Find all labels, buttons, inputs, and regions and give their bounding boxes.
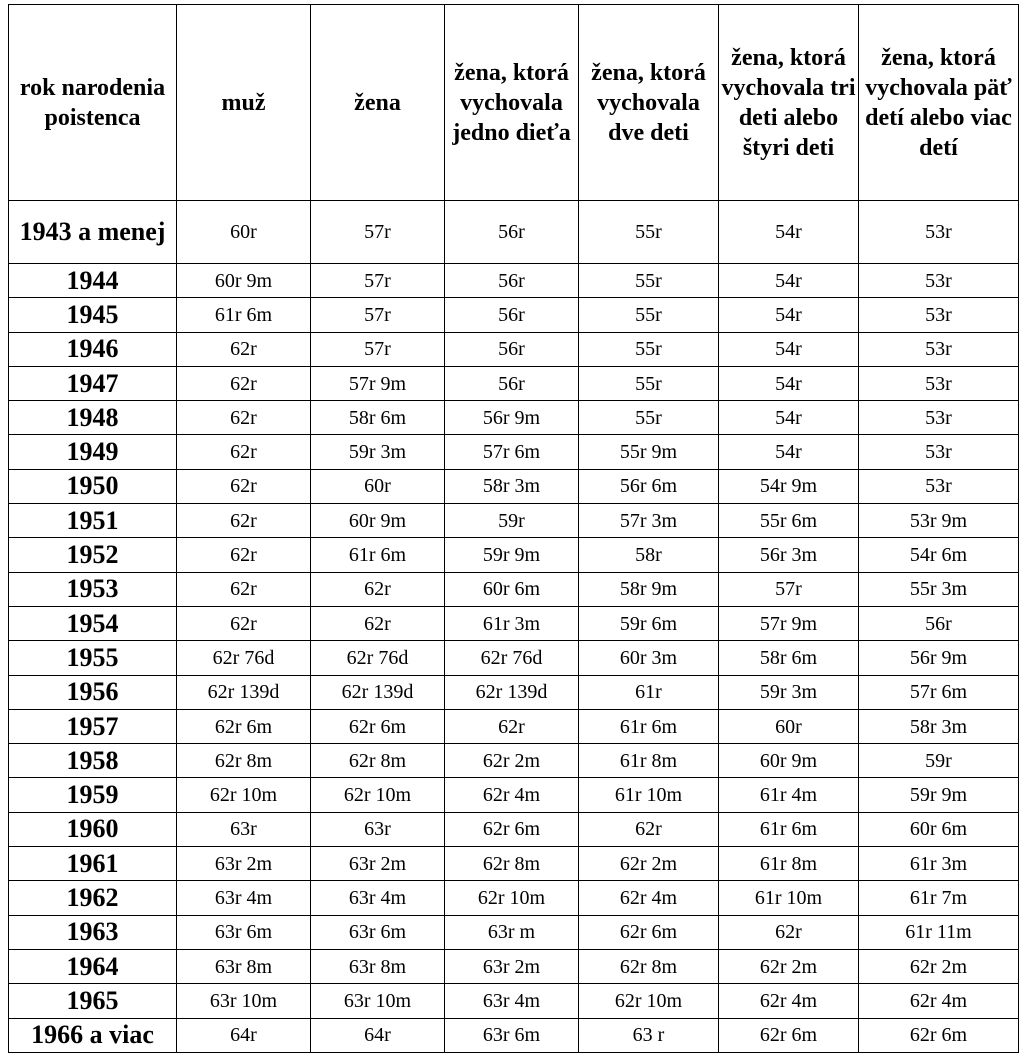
birth-year-cell: 1954 [9,606,177,640]
age-cell: 56r [859,606,1019,640]
birth-year-cell: 1947 [9,366,177,400]
age-cell: 62r 6m [719,1018,859,1052]
birth-year-cell: 1964 [9,949,177,983]
age-cell: 63r 8m [311,949,445,983]
age-cell: 61r 3m [445,606,579,640]
age-cell: 61r 3m [859,847,1019,881]
birth-year-cell: 1950 [9,469,177,503]
age-cell: 53r [859,298,1019,332]
age-cell: 57r 6m [859,675,1019,709]
header-woman-three-four-children: žena, ktorá vychovala tri deti alebo štyri deti [719,5,859,201]
table-row [9,606,1019,640]
age-cell: 58r 3m [445,469,579,503]
age-cell: 62r 6m [177,709,311,743]
birth-year-cell: 1945 [9,298,177,332]
header-woman-two-children: žena, ktorá vychovala dve deti [579,5,719,201]
age-cell: 58r 6m [719,641,859,675]
birth-year-cell: 1951 [9,504,177,538]
age-cell: 63r 8m [177,949,311,983]
age-cell: 53r [859,201,1019,264]
age-cell: 62r 139d [445,675,579,709]
age-cell: 56r [445,332,579,366]
age-cell: 54r [719,201,859,264]
age-cell: 54r [719,366,859,400]
table-row [9,298,1019,332]
age-cell: 62r 4m [445,778,579,812]
age-cell: 55r [579,298,719,332]
age-cell: 57r [311,264,445,298]
age-cell: 63r 2m [177,847,311,881]
age-cell: 63r 6m [311,915,445,949]
age-cell: 60r 3m [579,641,719,675]
age-cell: 53r [859,401,1019,435]
table-row [9,332,1019,366]
age-cell: 54r [719,298,859,332]
age-cell: 62r [177,572,311,606]
age-cell: 62r 2m [719,949,859,983]
age-cell: 59r 3m [719,675,859,709]
age-cell: 54r 9m [719,469,859,503]
age-cell: 60r [311,469,445,503]
age-cell: 62r [177,366,311,400]
age-cell: 60r [719,709,859,743]
age-cell: 63r 2m [311,847,445,881]
age-cell: 53r [859,332,1019,366]
age-cell: 53r [859,469,1019,503]
age-cell: 62r 2m [445,744,579,778]
age-cell: 61r 7m [859,881,1019,915]
age-cell: 55r 3m [859,572,1019,606]
age-cell: 63r m [445,915,579,949]
age-cell: 57r [311,201,445,264]
age-cell: 61r 8m [579,744,719,778]
age-cell: 62r [311,572,445,606]
age-cell: 62r 4m [859,984,1019,1018]
age-cell: 56r 6m [579,469,719,503]
age-cell: 57r [311,298,445,332]
age-cell: 61r 6m [311,538,445,572]
age-cell: 63r 10m [177,984,311,1018]
age-cell: 63r 4m [177,881,311,915]
age-cell: 62r 139d [177,675,311,709]
age-cell: 54r [719,264,859,298]
birth-year-cell: 1956 [9,675,177,709]
age-cell: 63r 6m [445,1018,579,1052]
age-cell: 59r [445,504,579,538]
table-row [9,847,1019,881]
age-cell: 63r [177,812,311,846]
age-cell: 61r 10m [579,778,719,812]
age-cell: 58r 3m [859,709,1019,743]
age-cell: 64r [177,1018,311,1052]
table-row [9,675,1019,709]
age-cell: 56r [445,366,579,400]
age-cell: 53r [859,366,1019,400]
table-row [9,1018,1019,1052]
age-cell: 59r [859,744,1019,778]
table-row [9,812,1019,846]
age-cell: 54r [719,401,859,435]
age-cell: 63 r [579,1018,719,1052]
age-cell: 61r 6m [579,709,719,743]
age-cell: 62r 4m [579,881,719,915]
age-cell: 62r 139d [311,675,445,709]
table-row [9,915,1019,949]
age-cell: 62r [579,812,719,846]
table-row [9,641,1019,675]
age-cell: 61r 11m [859,915,1019,949]
birth-year-cell: 1959 [9,778,177,812]
age-cell: 55r [579,201,719,264]
table-row [9,504,1019,538]
table-row [9,572,1019,606]
age-cell: 62r [177,504,311,538]
retirement-age-table [8,4,1019,1053]
age-cell: 61r 10m [719,881,859,915]
age-cell: 63r 2m [445,949,579,983]
age-cell: 53r [859,264,1019,298]
age-cell: 60r 9m [719,744,859,778]
birth-year-cell: 1944 [9,264,177,298]
age-cell: 62r 8m [311,744,445,778]
header-birth-year: rok narodenia poistenca [9,5,177,201]
age-cell: 58r [579,538,719,572]
birth-year-cell: 1953 [9,572,177,606]
age-cell: 57r [719,572,859,606]
age-cell: 55r 9m [579,435,719,469]
age-cell: 62r [177,606,311,640]
age-cell: 61r [579,675,719,709]
birth-year-cell: 1946 [9,332,177,366]
table-row [9,264,1019,298]
age-cell: 62r 10m [311,778,445,812]
age-cell: 62r 8m [445,847,579,881]
age-cell: 58r 6m [311,401,445,435]
birth-year-cell: 1949 [9,435,177,469]
age-cell: 62r 2m [579,847,719,881]
birth-year-cell: 1961 [9,847,177,881]
birth-year-cell: 1955 [9,641,177,675]
age-cell: 54r [719,332,859,366]
age-cell: 62r 8m [579,949,719,983]
age-cell: 62r 76d [311,641,445,675]
header-row [9,5,1019,201]
age-cell: 61r 8m [719,847,859,881]
age-cell: 62r 4m [719,984,859,1018]
age-cell: 54r [719,435,859,469]
age-cell: 62r [177,332,311,366]
age-cell: 58r 9m [579,572,719,606]
age-cell: 62r [177,538,311,572]
table-row [9,881,1019,915]
age-cell: 63r 4m [311,881,445,915]
birth-year-cell: 1957 [9,709,177,743]
age-cell: 54r 6m [859,538,1019,572]
birth-year-cell: 1958 [9,744,177,778]
age-cell: 55r [579,332,719,366]
age-cell: 62r [177,435,311,469]
age-cell: 62r [311,606,445,640]
age-cell: 63r 4m [445,984,579,1018]
age-cell: 55r [579,366,719,400]
age-cell: 62r [177,401,311,435]
age-cell: 63r 6m [177,915,311,949]
age-cell: 56r 3m [719,538,859,572]
table-row [9,538,1019,572]
age-cell: 62r [719,915,859,949]
table-row [9,469,1019,503]
table-row [9,744,1019,778]
table-row [9,949,1019,983]
header-woman-one-child: žena, ktorá vychovala jedno dieťa [445,5,579,201]
age-cell: 63r [311,812,445,846]
age-cell: 59r 6m [579,606,719,640]
age-cell: 59r 3m [311,435,445,469]
age-cell: 62r 6m [859,1018,1019,1052]
table-row [9,984,1019,1018]
table-row [9,401,1019,435]
age-cell: 60r 6m [859,812,1019,846]
age-cell: 56r [445,264,579,298]
birth-year-cell: 1943 a menej [9,201,177,264]
age-cell: 64r [311,1018,445,1052]
age-cell: 62r [445,709,579,743]
age-cell: 62r 6m [579,915,719,949]
age-cell: 60r 9m [177,264,311,298]
age-cell: 62r 10m [177,778,311,812]
age-cell: 62r [177,469,311,503]
birth-year-cell: 1952 [9,538,177,572]
age-cell: 55r 6m [719,504,859,538]
birth-year-cell: 1960 [9,812,177,846]
age-cell: 63r 10m [311,984,445,1018]
age-cell: 57r 3m [579,504,719,538]
age-cell: 55r [579,401,719,435]
age-cell: 56r [445,298,579,332]
age-cell: 53r [859,435,1019,469]
age-cell: 59r 9m [445,538,579,572]
age-cell: 60r 6m [445,572,579,606]
age-cell: 62r 8m [177,744,311,778]
header-woman-five-plus-children: žena, ktorá vychovala päť detí alebo viac detí [859,5,1019,201]
age-cell: 62r 6m [445,812,579,846]
age-cell: 60r [177,201,311,264]
table-row [9,435,1019,469]
age-cell: 62r 10m [579,984,719,1018]
birth-year-cell: 1948 [9,401,177,435]
birth-year-cell: 1963 [9,915,177,949]
age-cell: 62r 2m [859,949,1019,983]
age-cell: 55r [579,264,719,298]
header-woman: žena [311,5,445,201]
age-cell: 57r 9m [311,366,445,400]
header-man: muž [177,5,311,201]
age-cell: 62r 76d [177,641,311,675]
age-cell: 56r 9m [859,641,1019,675]
table-row [9,778,1019,812]
age-cell: 62r 6m [311,709,445,743]
age-cell: 57r 9m [719,606,859,640]
birth-year-cell: 1962 [9,881,177,915]
age-cell: 61r 6m [719,812,859,846]
age-cell: 57r [311,332,445,366]
age-cell: 60r 9m [311,504,445,538]
table-row [9,709,1019,743]
birth-year-cell: 1966 a viac [9,1018,177,1052]
age-cell: 62r 10m [445,881,579,915]
age-cell: 61r 4m [719,778,859,812]
age-cell: 56r 9m [445,401,579,435]
age-cell: 53r 9m [859,504,1019,538]
birth-year-cell: 1965 [9,984,177,1018]
age-cell: 59r 9m [859,778,1019,812]
retirement-age-table-container [8,4,1018,1053]
table-row [9,366,1019,400]
age-cell: 57r 6m [445,435,579,469]
age-cell: 61r 6m [177,298,311,332]
age-cell: 62r 76d [445,641,579,675]
table-row [9,201,1019,264]
age-cell: 56r [445,201,579,264]
